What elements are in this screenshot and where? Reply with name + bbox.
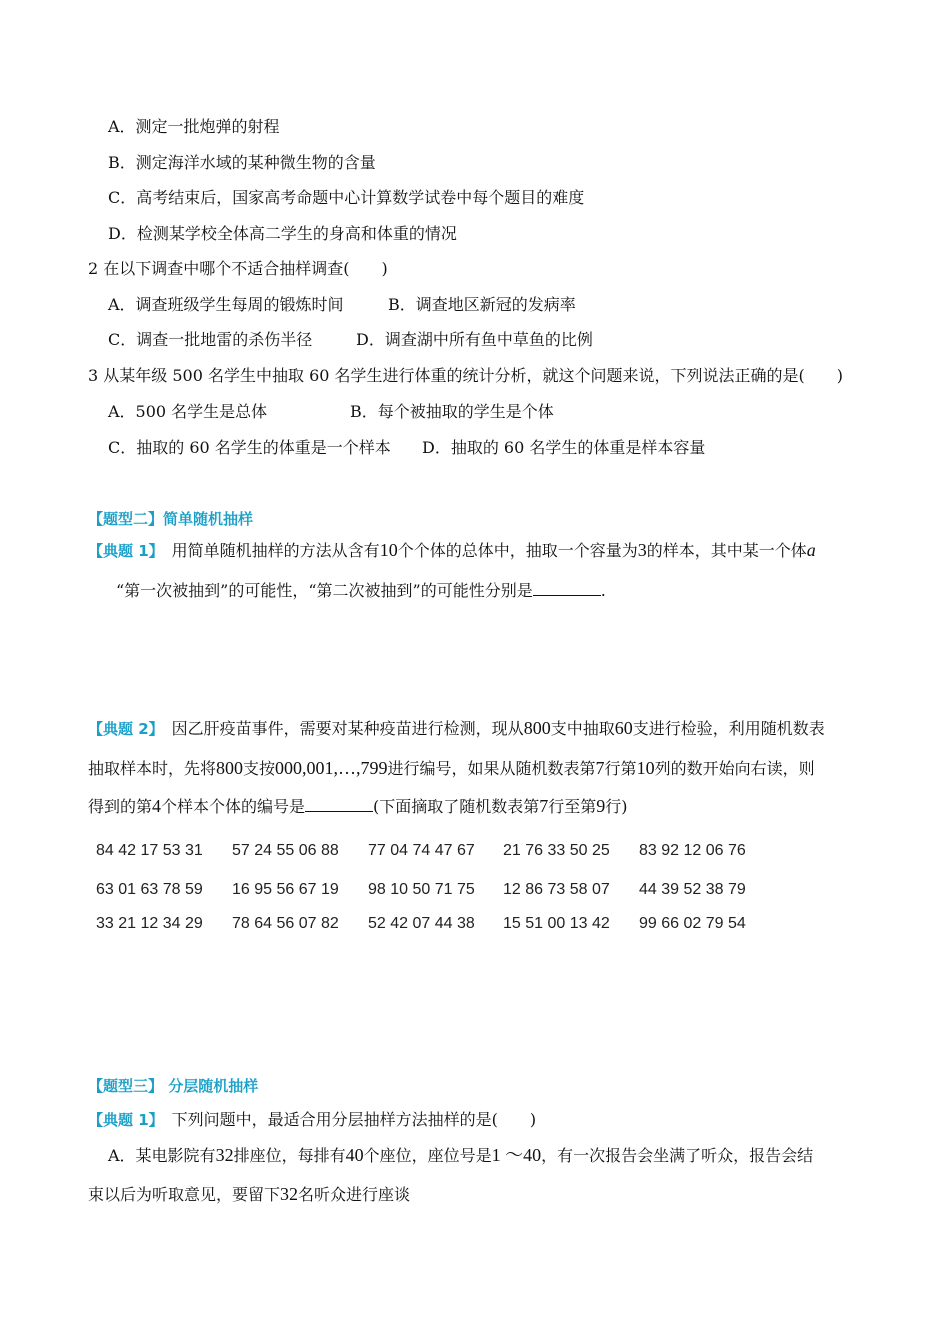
text: 排座位，每排有 xyxy=(233,1146,346,1165)
text: 名听众进行座谈 xyxy=(298,1185,411,1204)
text: ，有一次报告会坐满了听众，报告会结 xyxy=(541,1146,814,1165)
number: 32 xyxy=(280,1184,299,1204)
number: 9 xyxy=(596,796,606,816)
number: 800 xyxy=(216,758,244,778)
section2-ex2-line1 xyxy=(88,718,825,739)
q1-option-a: A．测定一批炮弹的射程 xyxy=(108,117,280,136)
random-table-cell: 16 95 56 67 19 xyxy=(232,881,339,898)
text: 行) xyxy=(605,797,628,816)
number: 4 xyxy=(152,796,162,816)
number: 800 xyxy=(523,718,551,738)
random-table-cell: 15 51 00 13 42 xyxy=(503,915,610,932)
q2-option-c: C．调查一批地雷的杀伤半径 xyxy=(108,330,313,349)
text: 支按 xyxy=(243,759,276,778)
text: 得到的第 xyxy=(88,797,153,816)
q1-option-b: B．测定海洋水域的某种微生物的含量 xyxy=(108,153,376,172)
q2-option-d: D．调查湖中所有鱼中草鱼的比例 xyxy=(356,330,593,349)
random-table-cell: 83 92 12 06 76 xyxy=(639,842,746,859)
number: 7 xyxy=(539,796,549,816)
section3-title: 【题型三】 分层随机抽样 xyxy=(88,1077,259,1095)
number: 1 ～40 xyxy=(491,1145,542,1165)
random-table-cell: 44 39 52 38 79 xyxy=(639,881,746,898)
random-table-cell: 33 21 12 34 29 xyxy=(96,915,203,932)
text: 支中抽取 xyxy=(550,719,615,738)
q2-stem: 2 在以下调查中哪个不适合抽样调查( ) xyxy=(88,259,388,278)
number: 000,001,…,799 xyxy=(275,758,388,778)
number: 10 xyxy=(379,540,398,560)
section2-ex1-line1 xyxy=(88,540,816,561)
text: 行第 xyxy=(604,759,637,778)
q3-stem: 3 从某年级 500 名学生中抽取 60 名学生进行体重的统计分析，就这个问题来说，下列说法正确的是( ) xyxy=(88,366,843,385)
text: “第一次被抽到”的可能性，“第二次被抽到”的可能性分别是 xyxy=(116,581,533,600)
section3-ex1-option-a-line1 xyxy=(108,1145,813,1166)
text: 个座位，座位号是 xyxy=(363,1146,492,1165)
section2-ex2-line2 xyxy=(88,758,815,779)
example-tag: 【典题 1】 xyxy=(88,542,164,560)
variable: a xyxy=(806,540,816,560)
section2-ex2-line3 xyxy=(88,796,628,817)
random-table-cell: 57 24 55 06 88 xyxy=(232,842,339,859)
random-table-cell: 52 42 07 44 38 xyxy=(368,915,475,932)
random-table-cell: 99 66 02 79 54 xyxy=(639,915,746,932)
number: 60 xyxy=(614,718,633,738)
text: 行至第 xyxy=(548,797,597,816)
random-table-cell: 12 86 73 58 07 xyxy=(503,881,610,898)
text: 用简单随机抽样的方法从含有 xyxy=(171,541,380,560)
text: 下列问题中，最适合用分层抽样方法抽样的是( ) xyxy=(171,1110,537,1129)
section2-ex1-line2 xyxy=(116,581,606,601)
text: 束以后为听取意见，要留下 xyxy=(88,1185,281,1204)
example-tag: 【典题 1】 xyxy=(88,1111,164,1129)
section2-title: 【题型二】简单随机抽样 xyxy=(88,510,254,528)
random-table-cell: 63 01 63 78 59 xyxy=(96,881,203,898)
q1-option-d: D．检测某学校全体高二学生的身高和体重的情况 xyxy=(108,224,457,243)
text: 列的数开始向右读，则 xyxy=(654,759,815,778)
text: 进行编号，如果从随机数表第 xyxy=(387,759,596,778)
q3-option-c: C．抽取的 60 名学生的体重是一个样本 xyxy=(108,438,391,457)
text: 因乙肝疫苗事件，需要对某种疫苗进行检测，现从 xyxy=(171,719,524,738)
random-table-cell: 78 64 56 07 82 xyxy=(232,915,339,932)
number: 7 xyxy=(595,758,605,778)
random-table-cell: 77 04 74 47 67 xyxy=(368,842,475,859)
text: . xyxy=(600,581,606,600)
text: 抽取样本时，先将 xyxy=(88,759,217,778)
q1-option-c: C．高考结束后，国家高考命题中心计算数学试卷中每个题目的难度 xyxy=(108,188,585,207)
example-tag: 【典题 2】 xyxy=(88,720,164,738)
text: 个样本个体的编号是 xyxy=(161,797,306,816)
section3-ex1-option-a-line2 xyxy=(88,1184,410,1205)
text: 个个体的总体中，抽取一个容量为 xyxy=(397,541,638,560)
q2-option-a: A．调查班级学生每周的锻炼时间 xyxy=(108,295,344,314)
random-table-cell: 98 10 50 71 75 xyxy=(368,881,475,898)
number: 10 xyxy=(636,758,655,778)
random-table-cell: 21 76 33 50 25 xyxy=(503,842,610,859)
number: 3 xyxy=(637,540,647,560)
text: A．某电影院有 xyxy=(108,1146,216,1165)
number: 40 xyxy=(345,1145,364,1165)
section3-ex1-stem xyxy=(88,1110,536,1130)
text: (下面摘取了随机数表第 xyxy=(373,797,540,816)
random-table-cell: 84 42 17 53 31 xyxy=(96,842,203,859)
answer-blank xyxy=(533,581,601,596)
q3-option-d: D．抽取的 60 名学生的体重是样本容量 xyxy=(422,438,706,457)
text: 支进行检验，利用随机数表 xyxy=(632,719,825,738)
q2-option-b: B．调查地区新冠的发病率 xyxy=(388,295,576,314)
text: 的样本，其中某一个体 xyxy=(646,541,807,560)
q3-option-b: B．每个被抽取的学生是个体 xyxy=(350,402,554,421)
number: 32 xyxy=(215,1145,234,1165)
answer-blank xyxy=(305,797,373,812)
q3-option-a: A．500 名学生是总体 xyxy=(108,402,268,421)
